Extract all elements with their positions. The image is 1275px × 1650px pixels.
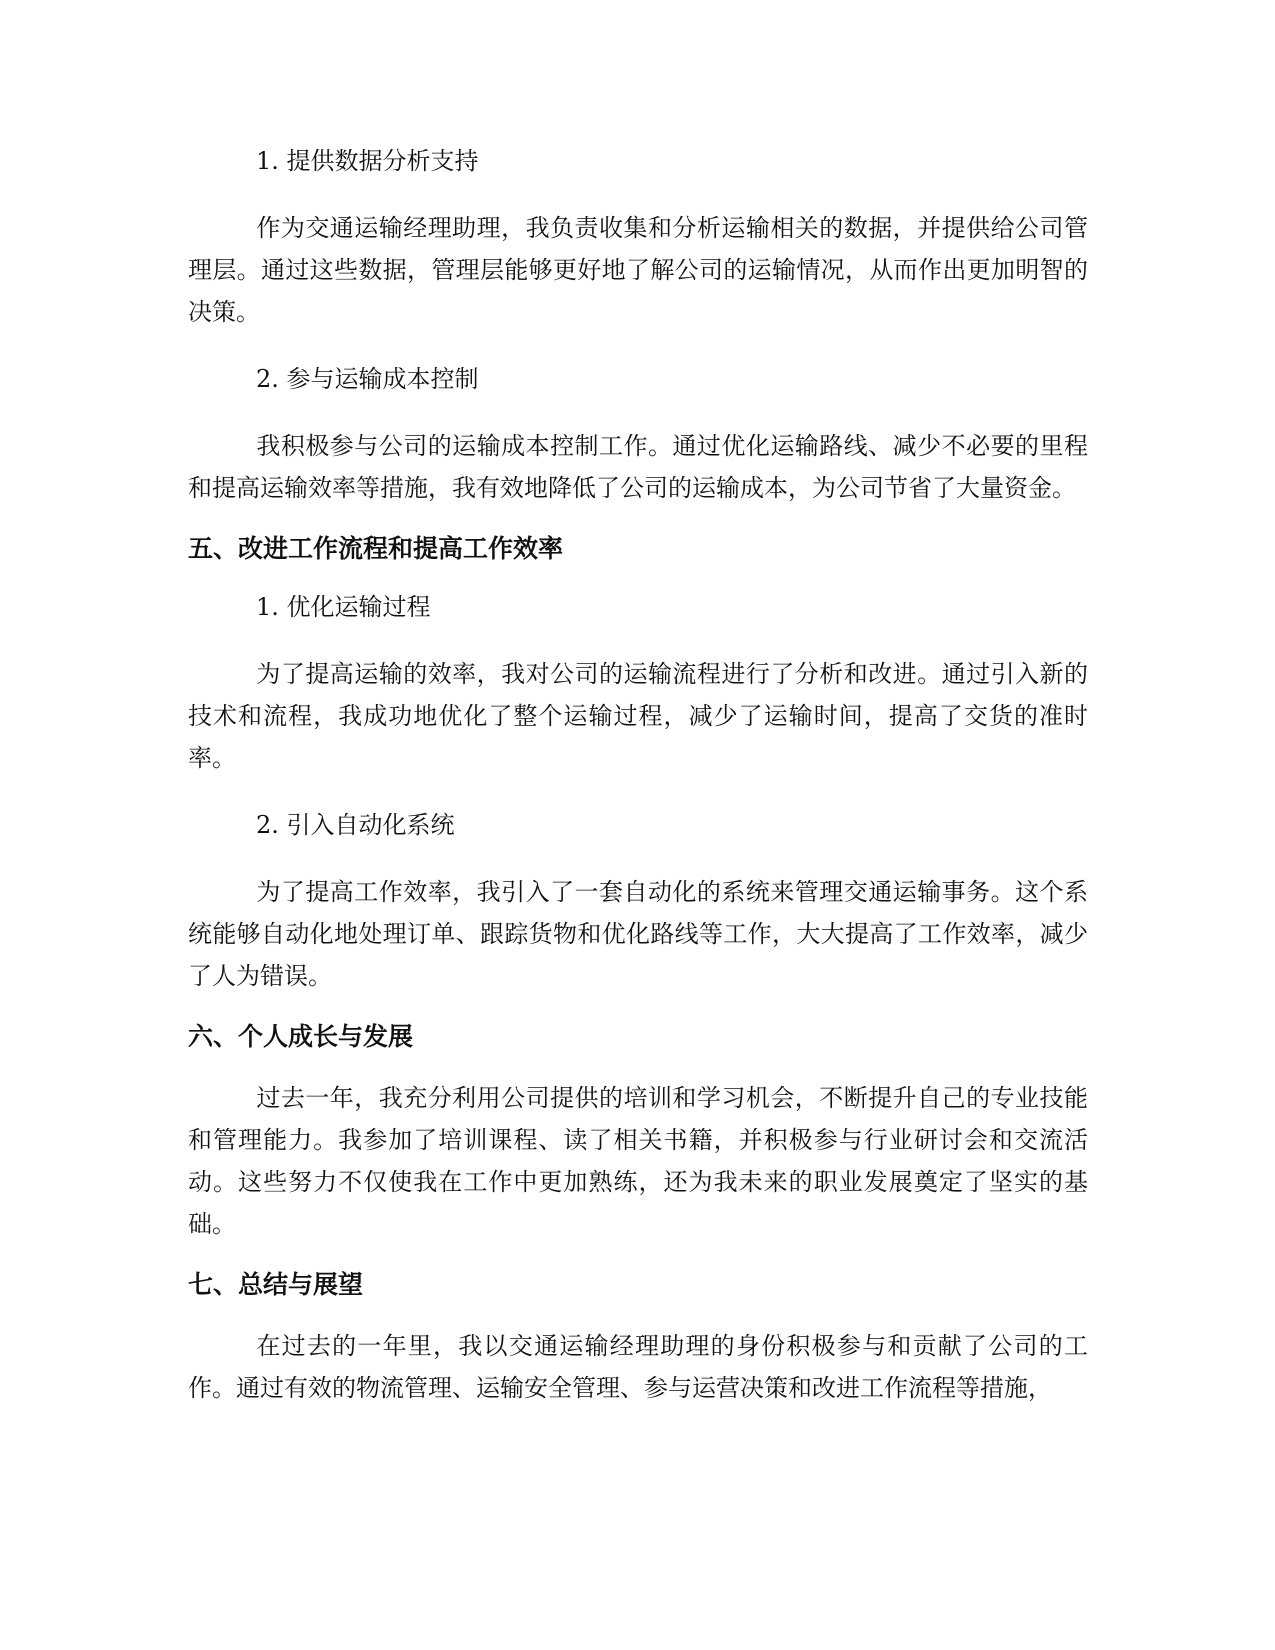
paragraph-optimize-transport: 为了提高运输的效率，我对公司的运输流程进行了分析和改进。通过引入新的技术和流程，我成功地优化了整个运输过程，减少了运输时间，提高了交货的准时率。 xyxy=(188,660,1088,772)
subheading-automation: 2. 引入自动化系统 xyxy=(256,811,455,839)
paragraph-automation: 为了提高工作效率，我引入了一套自动化的系统来管理交通运输事务。这个系统能够自动化地处理订单、跟踪货物和优化路线等工作，大大提高了工作效率，减少了人为错误。 xyxy=(188,878,1088,990)
section-heading-5: 五、改进工作流程和提高工作效率 xyxy=(188,534,564,563)
section-heading-7: 七、总结与展望 xyxy=(188,1270,364,1299)
paragraph-summary: 在过去的一年里，我以交通运输经理助理的身份积极参与和贡献了公司的工作。通过有效的物流管理、运输安全管理、参与运营决策和改进工作流程等措施， xyxy=(188,1332,1088,1402)
paragraph-cost-control: 我积极参与公司的运输成本控制工作。通过优化运输路线、减少不必要的里程和提高运输效率等措施，我有效地降低了公司的运输成本，为公司节省了大量资金。 xyxy=(188,432,1088,502)
subheading-data-analysis: 1. 提供数据分析支持 xyxy=(256,147,479,175)
section-heading-6: 六、个人成长与发展 xyxy=(188,1022,414,1051)
subheading-cost-control: 2. 参与运输成本控制 xyxy=(256,365,479,393)
paragraph-personal-growth: 过去一年，我充分利用公司提供的培训和学习机会，不断提升自己的专业技能和管理能力。我参加了培训课程、读了相关书籍，并积极参与行业研讨会和交流活动。这些努力不仅使我在工作中更加熟练，还为我未来的职业发展奠定了坚实的基础。 xyxy=(188,1084,1088,1238)
paragraph-data-analysis: 作为交通运输经理助理，我负责收集和分析运输相关的数据，并提供给公司管理层。通过这些数据，管理层能够更好地了解公司的运输情况，从而作出更加明智的决策。 xyxy=(188,214,1088,326)
document-body xyxy=(188,143,1088,1409)
subheading-optimize-transport: 1. 优化运输过程 xyxy=(256,593,431,621)
